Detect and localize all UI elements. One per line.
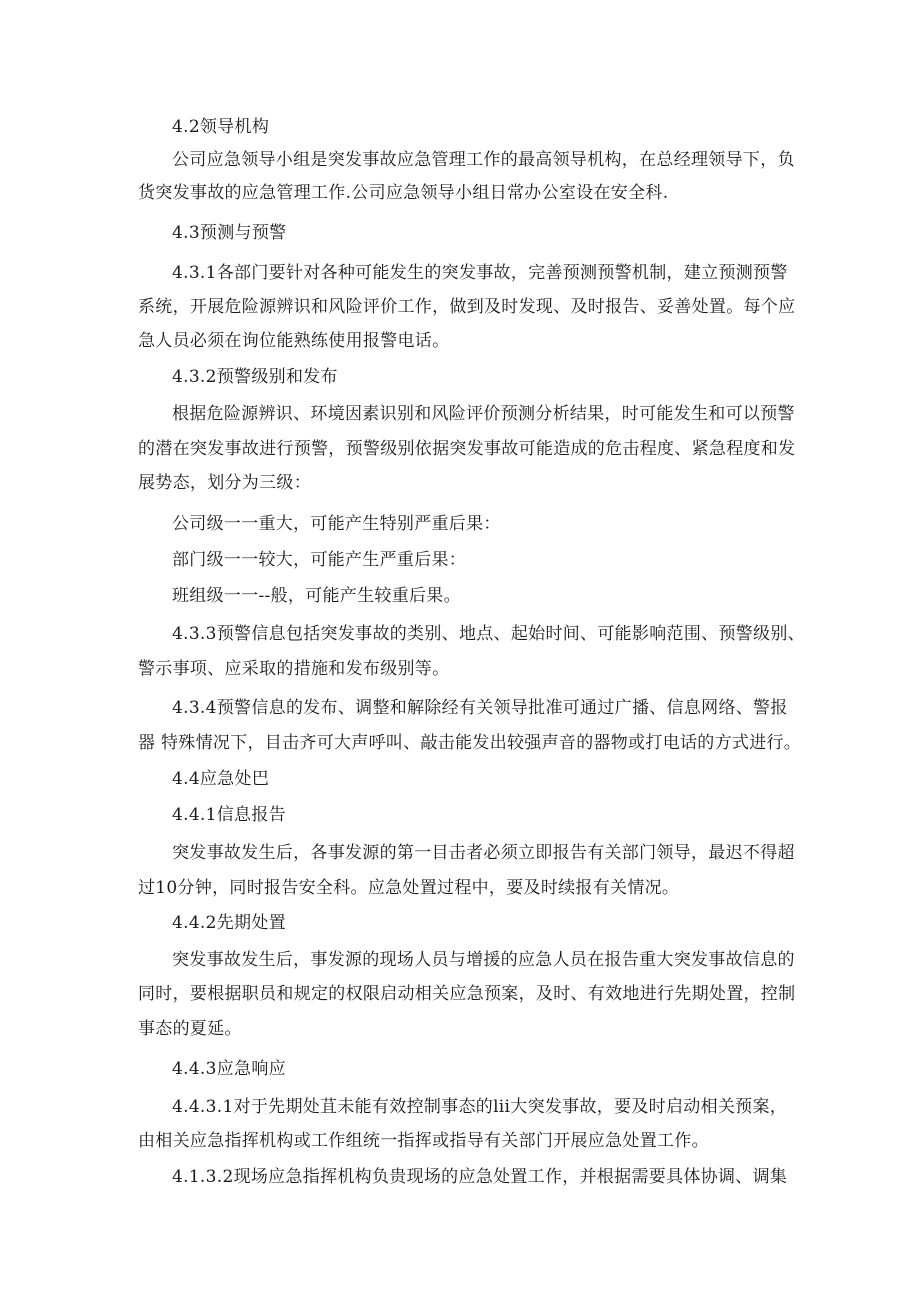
heading-4-4-1: 4.4.1信息报告 — [172, 805, 286, 825]
paragraph-line: 公司应急领导小组是突发事故应急管理工作的最高领导机构，在总经理领导下，负 — [172, 150, 795, 170]
paragraph-line: 展势态，划分为三级： — [138, 473, 311, 493]
paragraph-line: 同时，要根据职员和规定的权限启动相关应急预案，及时、有效地进行先期处置，控制 — [138, 984, 796, 1004]
paragraph-line: 由相关应急指挥机构或工作组统一指挥或指导有关部门开展应急处置工作。 — [138, 1131, 709, 1151]
paragraph-line: 突发事故发生后，事发源的现场人员与增援的应急人员在报告重大突发事故信息的 — [172, 950, 795, 970]
heading-4-3: 4.3预测与预警 — [172, 223, 287, 243]
paragraph-line: 突发事故发生后，各事发源的第一目击者必须立即报告有关部门领导，最迟不得超 — [172, 843, 795, 863]
paragraph-line: 4.3.1各部门要针对各种可能发生的突发事故，完善预测预警机制，建立预测预警 — [172, 263, 788, 283]
paragraph-line: 警示事项、应采取的措施和发布级别等。 — [138, 659, 450, 679]
paragraph-line: 4.3.3预警信息包括突发事故的类别、地点、起始时间、可能影响范围、预警级别、 — [172, 624, 805, 644]
list-item: 公司级一一重大，可能产生特别严重后果： — [172, 514, 501, 534]
paragraph-line: 货突发事故的应急管理工作.公司应急领导小组日常办公室设在安全科. — [138, 183, 669, 203]
paragraph-line: 的潜在突发事故进行预警，预警级别依据突发事故可能造成的危击程度、紧急程度和发 — [138, 439, 796, 459]
paragraph-line: 事态的夏延。 — [138, 1019, 242, 1039]
paragraph-line: 器 特殊情况下，目击齐可大声呼叫、敲击能发出较强声音的器物或打电话的方式进行。 — [138, 733, 802, 753]
heading-4-4: 4.4应急处巴 — [172, 769, 270, 789]
heading-4-4-2: 4.4.2先期处置 — [172, 913, 286, 933]
heading-4-3-2: 4.3.2预警级别和发布 — [172, 367, 338, 387]
paragraph-line: 4.3.4预警信息的发布、调整和解除经有关领导批准可通过广播、信息网络、警报 — [172, 698, 788, 718]
paragraph-line: 急人员必须在询位能熟练使用报警电话。 — [138, 331, 450, 351]
heading-4-4-3: 4.4.3应急响应 — [172, 1059, 286, 1079]
paragraph-line: 过10分钟，同时报告安全科。应急处置过程中，要及时续报有关情况。 — [138, 878, 680, 898]
paragraph-line: 根据危险源辨识、环境因素识别和风险评价预测分析结果，时可能发生和可以预警 — [172, 404, 795, 424]
list-item: 班组级一一--般，可能产生较重后果。 — [172, 586, 461, 606]
paragraph-line: 4.4.3.1对于先期处苴未能有效控制事态的lii大突发事故，要及时启动相关预案， — [172, 1097, 788, 1117]
heading-4-2: 4.2领导机构 — [172, 117, 270, 137]
paragraph-line: 4.1.3.2现场应急指挥机构负贵现场的应急处置工作，并根据需要具体协调、调集 — [172, 1167, 788, 1187]
paragraph-line: 系统，开展危险源辨识和风险评价工作，做到及时发现、及时报告、妥善处置。每个应 — [138, 297, 796, 317]
list-item: 部门级一一较大，可能产生严重后果： — [172, 550, 467, 570]
